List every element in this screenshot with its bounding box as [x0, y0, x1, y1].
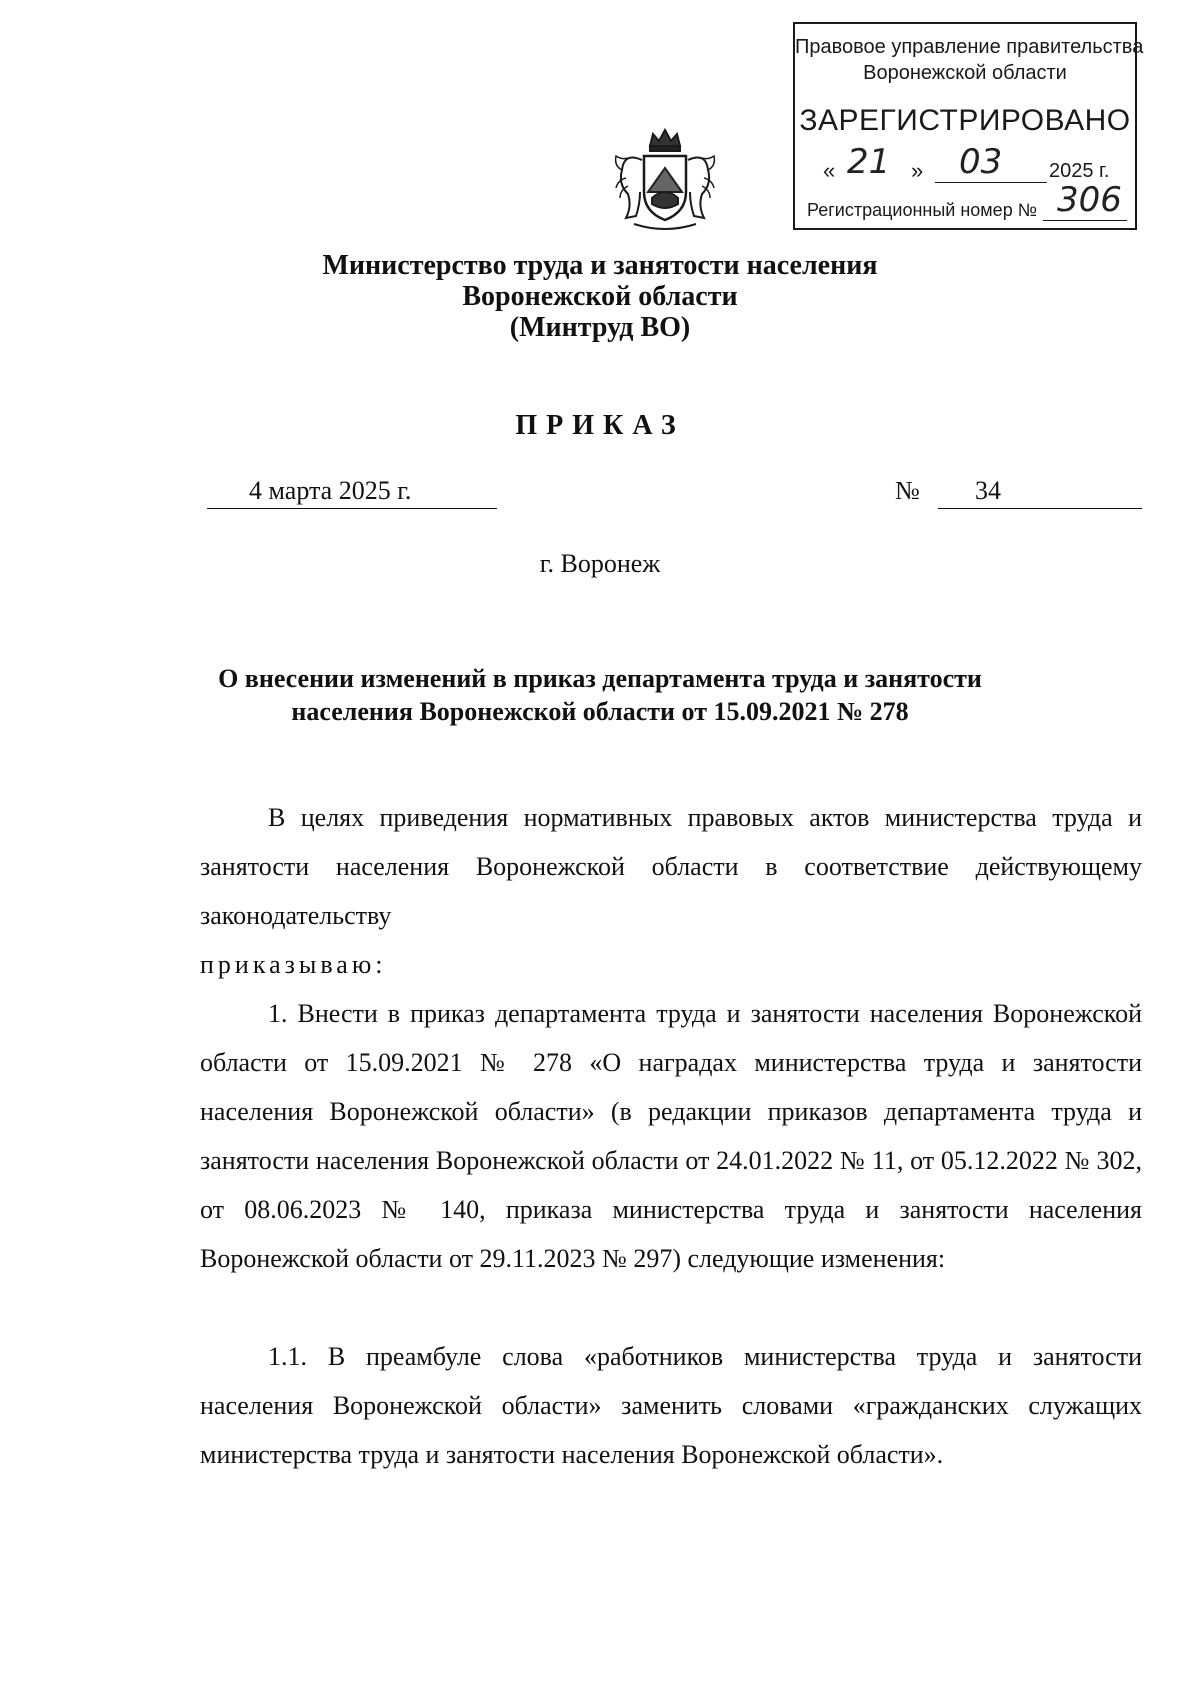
ministry-line-1: Министерство труда и занятости населения: [322, 250, 878, 281]
document-title: [0, 662, 1200, 728]
stamp-month: 03: [959, 142, 1003, 182]
document-number-field: [938, 476, 1142, 509]
document-number-label: №: [895, 476, 920, 505]
stamp-org-line-2: Воронежской области: [863, 62, 1067, 84]
stamp-day: 21: [847, 142, 891, 182]
document-date-field: [207, 476, 497, 509]
ministry-header: [0, 250, 1200, 343]
document-date: 4 марта 2025 г.: [249, 476, 412, 505]
ministry-line-3: (Минтруд ВО): [509, 312, 691, 343]
document-type-title: ПРИКАЗ: [515, 410, 685, 441]
preamble-paragraph: В целях приведения нормативных правовых актов министерства труда и занятости населения Воронежской области в соответствие действующему законодательству: [200, 803, 1142, 930]
document-title-line-1: О внесении изменений в приказ департамента труда и занятости: [218, 664, 982, 693]
stamp-regno-row: [807, 180, 1133, 226]
document-city: г. Воронеж: [539, 549, 661, 578]
stamp-regno: 306: [1057, 180, 1122, 220]
stamp-org-line-1: Правовое управление правительства: [795, 36, 1144, 58]
item-1-1-paragraph: 1.1. В преамбуле слова «работников министерства труда и занятости населения Воронежской области» заменить словами «гражданских служащих министерства труда и занятости населения Воронежской области».: [200, 1342, 1142, 1469]
stamp-regno-label: Регистрационный номер №: [807, 200, 1038, 220]
document-number: 34: [975, 476, 1001, 505]
stamp-date-row: « 21 » 03 2025 г.: [823, 142, 1110, 183]
stamp-registered-label: ЗАРЕГИСТРИРОВАНО: [799, 104, 1131, 137]
ministry-line-2: Воронежской области: [462, 281, 738, 312]
order-word: приказываю:: [200, 950, 387, 979]
stamp-year: 2025: [1049, 160, 1094, 182]
stamp-year-suffix: г.: [1099, 160, 1110, 182]
item-1-paragraph: 1. Внести в приказ департамента труда и занятости населения Воронежской области от 15.09.2021 № 278 «О наградах министерства труда и занятости населения Воронежской области» (в редакции приказов департамента труда и занятости населения Воронежской области от 24.01.2022 № 11, от 05.12.2022 № 302, от 08.06.2023 № 140, приказа министерства труда и занятости населения Воронежской области от 29.11.2023 № 297) следующие изменения:: [200, 999, 1142, 1273]
registration-stamp: [793, 22, 1144, 230]
document-title-line-2: населения Воронежской области от 15.09.2021 № 278: [291, 697, 909, 726]
coat-of-arms-emblem: [610, 126, 720, 234]
